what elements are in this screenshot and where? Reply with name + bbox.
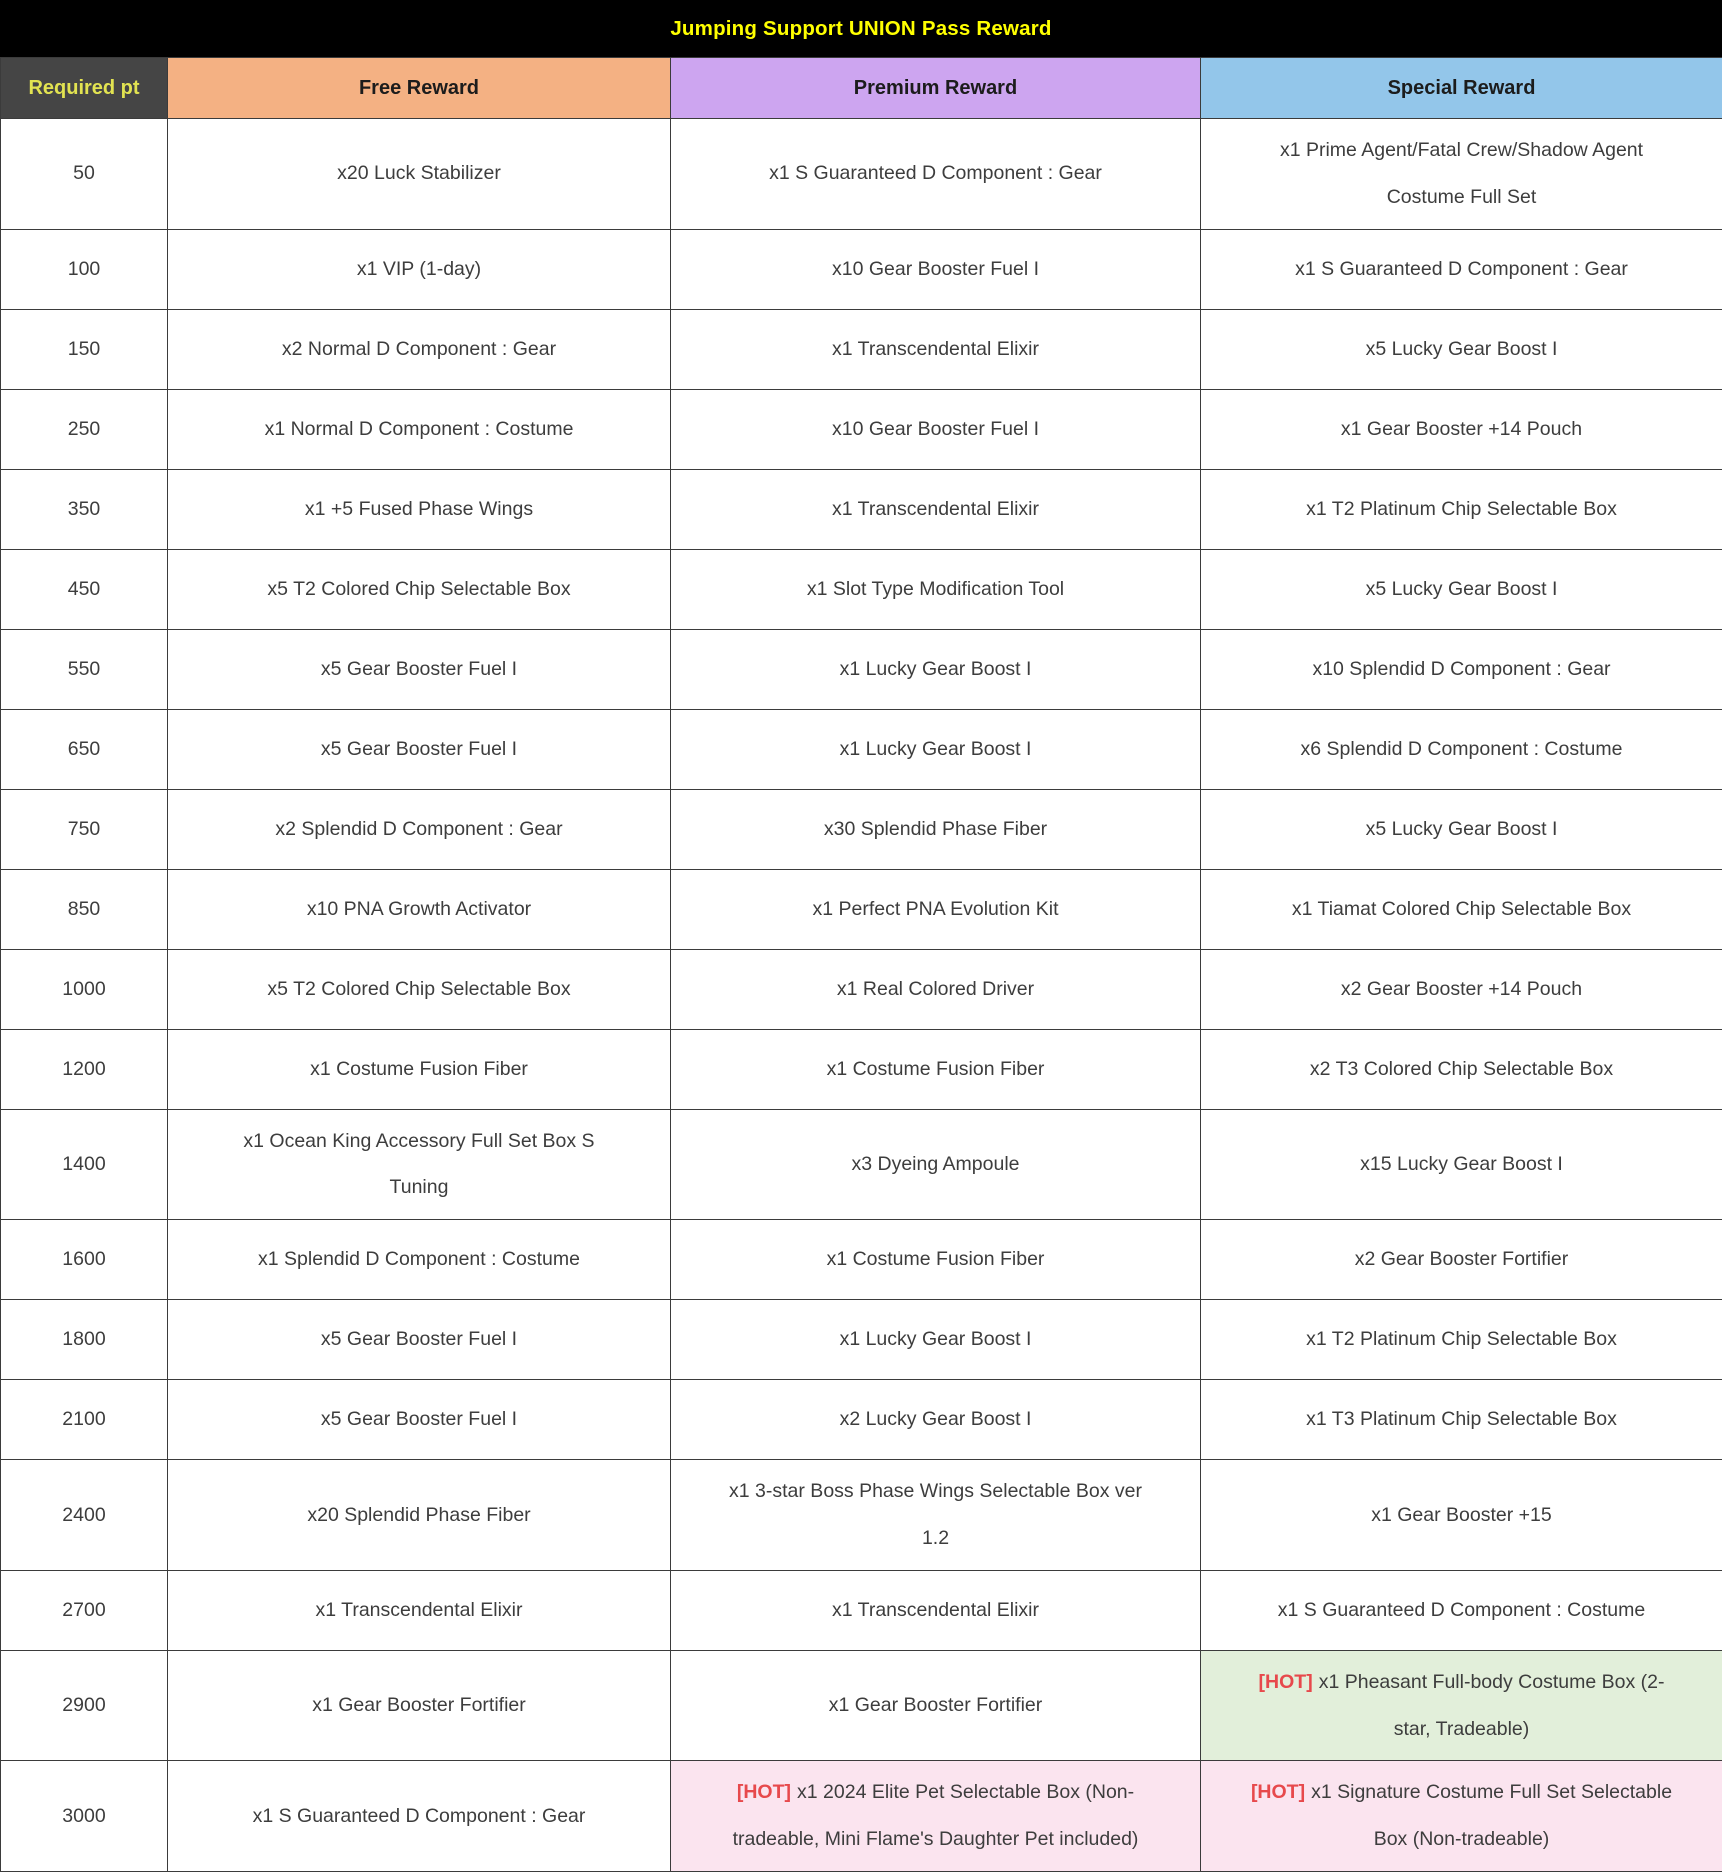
reward-text: x1 Pheasant Full-body Costume Box (2-star, Tradeable)	[1319, 1671, 1665, 1740]
page-title-bar	[0, 0, 1722, 57]
table-row	[1, 629, 1722, 709]
column-header-required-pt: Required pt	[1, 58, 168, 119]
free-reward-cell: x1 Splendid D Component : Costume	[168, 1220, 671, 1300]
special-reward-cell: x1 T3 Platinum Chip Selectable Box	[1201, 1380, 1722, 1460]
table-row	[1, 1300, 1722, 1380]
premium-reward-cell: x2 Lucky Gear Boost I	[671, 1380, 1201, 1460]
special-reward-cell: x1 Tiamat Colored Chip Selectable Box	[1201, 869, 1722, 949]
required-pt-cell: 350	[1, 469, 168, 549]
required-pt-cell: 650	[1, 709, 168, 789]
column-header-special-reward: Special Reward	[1201, 58, 1722, 119]
premium-reward-cell: x10 Gear Booster Fuel I	[671, 389, 1201, 469]
required-pt-cell: 1400	[1, 1109, 168, 1220]
table-row	[1, 549, 1722, 629]
special-reward-cell: x2 Gear Booster Fortifier	[1201, 1220, 1722, 1300]
reward-text: x1 Signature Costume Full Set Selectable Box (Non-tradeable)	[1311, 1781, 1672, 1850]
special-reward-cell: x10 Splendid D Component : Gear	[1201, 629, 1722, 709]
special-reward-cell: x1 Prime Agent/Fatal Crew/Shadow Agent Costume Full Set	[1201, 119, 1722, 230]
premium-reward-cell	[671, 1761, 1201, 1872]
premium-reward-cell: x1 S Guaranteed D Component : Gear	[671, 119, 1201, 230]
free-reward-cell: x10 PNA Growth Activator	[168, 869, 671, 949]
special-reward-cell: x1 S Guaranteed D Component : Gear	[1201, 229, 1722, 309]
premium-reward-cell: x30 Splendid Phase Fiber	[671, 789, 1201, 869]
special-reward-cell: x5 Lucky Gear Boost I	[1201, 549, 1722, 629]
hot-badge: [HOT]	[737, 1781, 791, 1803]
premium-reward-cell: x1 Gear Booster Fortifier	[671, 1650, 1201, 1761]
special-reward-cell: x5 Lucky Gear Boost I	[1201, 789, 1722, 869]
free-reward-cell: x5 Gear Booster Fuel I	[168, 629, 671, 709]
required-pt-cell: 2400	[1, 1460, 168, 1571]
required-pt-cell: 100	[1, 229, 168, 309]
required-pt-cell: 2900	[1, 1650, 168, 1761]
table-row	[1, 949, 1722, 1029]
special-reward-cell: x1 Gear Booster +15	[1201, 1460, 1722, 1571]
free-reward-cell: x1 VIP (1-day)	[168, 229, 671, 309]
free-reward-cell: x20 Splendid Phase Fiber	[168, 1460, 671, 1571]
premium-reward-cell: x1 Slot Type Modification Tool	[671, 549, 1201, 629]
table-row	[1, 1460, 1722, 1571]
special-reward-cell	[1201, 1650, 1722, 1761]
table-row	[1, 309, 1722, 389]
table-row	[1, 1029, 1722, 1109]
free-reward-cell: x1 S Guaranteed D Component : Gear	[168, 1761, 671, 1872]
table-row	[1, 869, 1722, 949]
reward-text: x1 2024 Elite Pet Selectable Box (Non-tradeable, Mini Flame's Daughter Pet included)	[733, 1781, 1139, 1850]
required-pt-cell: 850	[1, 869, 168, 949]
premium-reward-cell: x1 Transcendental Elixir	[671, 469, 1201, 549]
hot-badge: [HOT]	[1259, 1671, 1313, 1693]
special-reward-cell: x1 T2 Platinum Chip Selectable Box	[1201, 1300, 1722, 1380]
table-row	[1, 389, 1722, 469]
reward-table	[0, 57, 1722, 1872]
special-reward-cell: x6 Splendid D Component : Costume	[1201, 709, 1722, 789]
premium-reward-cell: x1 Lucky Gear Boost I	[671, 1300, 1201, 1380]
page-title: Jumping Support UNION Pass Reward	[670, 17, 1051, 41]
free-reward-cell: x5 Gear Booster Fuel I	[168, 1300, 671, 1380]
premium-reward-cell: x1 Costume Fusion Fiber	[671, 1220, 1201, 1300]
table-row	[1, 229, 1722, 309]
table-row	[1, 1570, 1722, 1650]
free-reward-cell: x1 Ocean King Accessory Full Set Box S Tuning	[168, 1109, 671, 1220]
free-reward-cell: x1 Normal D Component : Costume	[168, 389, 671, 469]
column-header-free-reward: Free Reward	[168, 58, 671, 119]
required-pt-cell: 3000	[1, 1761, 168, 1872]
special-reward-cell: x1 Gear Booster +14 Pouch	[1201, 389, 1722, 469]
required-pt-cell: 50	[1, 119, 168, 230]
free-reward-cell: x2 Splendid D Component : Gear	[168, 789, 671, 869]
premium-reward-cell: x1 Transcendental Elixir	[671, 1570, 1201, 1650]
required-pt-cell: 550	[1, 629, 168, 709]
table-row	[1, 1109, 1722, 1220]
required-pt-cell: 1600	[1, 1220, 168, 1300]
special-reward-cell: x1 T2 Platinum Chip Selectable Box	[1201, 469, 1722, 549]
required-pt-cell: 2700	[1, 1570, 168, 1650]
premium-reward-cell: x1 Real Colored Driver	[671, 949, 1201, 1029]
table-row	[1, 1761, 1722, 1872]
hot-badge: [HOT]	[1251, 1781, 1305, 1803]
free-reward-cell: x5 T2 Colored Chip Selectable Box	[168, 949, 671, 1029]
required-pt-cell: 1800	[1, 1300, 168, 1380]
free-reward-cell: x1 Costume Fusion Fiber	[168, 1029, 671, 1109]
premium-reward-cell: x3 Dyeing Ampoule	[671, 1109, 1201, 1220]
table-row	[1, 119, 1722, 230]
free-reward-cell: x5 Gear Booster Fuel I	[168, 709, 671, 789]
required-pt-cell: 750	[1, 789, 168, 869]
premium-reward-cell: x1 Lucky Gear Boost I	[671, 709, 1201, 789]
header-row	[1, 58, 1722, 119]
column-header-premium-reward: Premium Reward	[671, 58, 1201, 119]
special-reward-cell: x15 Lucky Gear Boost I	[1201, 1109, 1722, 1220]
special-reward-cell: x5 Lucky Gear Boost I	[1201, 309, 1722, 389]
premium-reward-cell: x1 Costume Fusion Fiber	[671, 1029, 1201, 1109]
table-row	[1, 1380, 1722, 1460]
free-reward-cell: x5 T2 Colored Chip Selectable Box	[168, 549, 671, 629]
free-reward-cell: x1 Gear Booster Fortifier	[168, 1650, 671, 1761]
table-row	[1, 709, 1722, 789]
required-pt-cell: 1000	[1, 949, 168, 1029]
reward-table-body	[1, 119, 1722, 1872]
free-reward-cell: x5 Gear Booster Fuel I	[168, 1380, 671, 1460]
premium-reward-cell: x1 3-star Boss Phase Wings Selectable Box ver 1.2	[671, 1460, 1201, 1571]
required-pt-cell: 250	[1, 389, 168, 469]
table-row	[1, 1220, 1722, 1300]
required-pt-cell: 1200	[1, 1029, 168, 1109]
special-reward-cell: x1 S Guaranteed D Component : Costume	[1201, 1570, 1722, 1650]
special-reward-cell: x2 T3 Colored Chip Selectable Box	[1201, 1029, 1722, 1109]
table-row	[1, 789, 1722, 869]
premium-reward-cell: x1 Transcendental Elixir	[671, 309, 1201, 389]
required-pt-cell: 2100	[1, 1380, 168, 1460]
free-reward-cell: x1 +5 Fused Phase Wings	[168, 469, 671, 549]
free-reward-cell: x20 Luck Stabilizer	[168, 119, 671, 230]
table-row	[1, 1650, 1722, 1761]
premium-reward-cell: x1 Lucky Gear Boost I	[671, 629, 1201, 709]
required-pt-cell: 450	[1, 549, 168, 629]
table-row	[1, 469, 1722, 549]
free-reward-cell: x2 Normal D Component : Gear	[168, 309, 671, 389]
premium-reward-cell: x10 Gear Booster Fuel I	[671, 229, 1201, 309]
special-reward-cell: x2 Gear Booster +14 Pouch	[1201, 949, 1722, 1029]
required-pt-cell: 150	[1, 309, 168, 389]
premium-reward-cell: x1 Perfect PNA Evolution Kit	[671, 869, 1201, 949]
free-reward-cell: x1 Transcendental Elixir	[168, 1570, 671, 1650]
special-reward-cell	[1201, 1761, 1722, 1872]
